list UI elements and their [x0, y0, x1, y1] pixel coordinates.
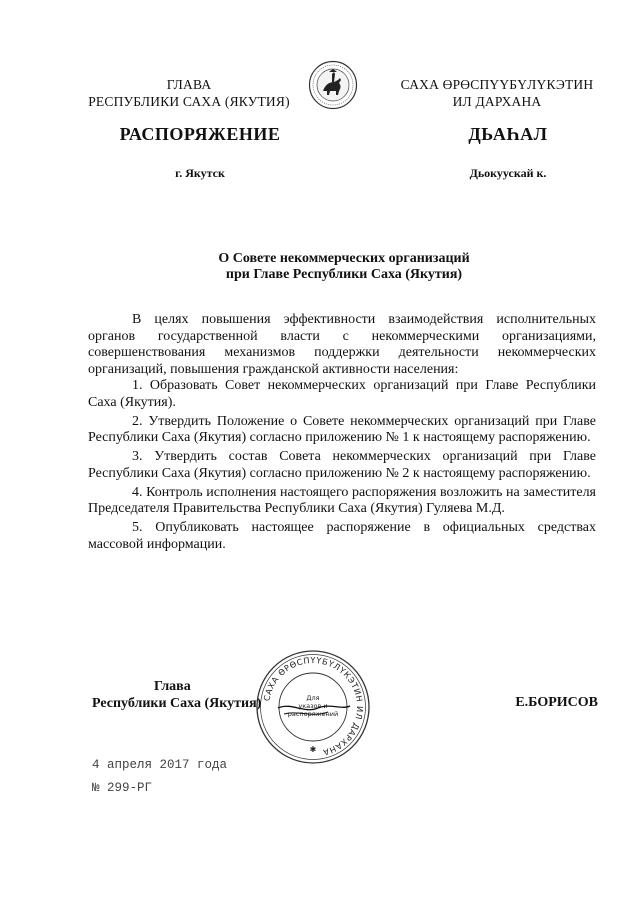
signatory-post [92, 678, 272, 712]
header-right-line2: ИЛ ДАРХАНА [452, 94, 542, 109]
header-left-line2: РЕСПУБЛИКИ САХА (ЯКУТИЯ) [88, 94, 290, 109]
intro-paragraph: В целях повышения эффективности взаимодействия исполнительных органов государственной власти с некоммерческими организациями, совершенствования механизмов поддержки деятельности некоммерческих организаций, повышения гражданской активности населения: [88, 312, 596, 377]
list-item: 4. Контроль исполнения настоящего распоряжения возложить на заместителя Председателя Правительства Республики Саха (Якутия) Гуляева М.Д. [88, 484, 596, 516]
doc-type-right: ДЬАҺАЛ [468, 124, 548, 144]
document-title [90, 251, 598, 283]
signatory-post-line2: Республики Саха (Якутия) [92, 696, 262, 711]
stamp-center-line3: распоряжений [287, 710, 339, 718]
stamp-center-line2: указов и [298, 702, 328, 710]
header-left-line1: ГЛАВА [166, 77, 212, 92]
document-body [88, 312, 596, 556]
header-right [392, 76, 602, 110]
list-item: 5. Опубликовать настоящее распоряжение в официальных средствах массовой информации. [88, 520, 596, 552]
stamp-center-line1: Для [306, 694, 320, 702]
list-item: 2. Утвердить Положение о Совете некоммерческих организаций при Главе Республики Саха (Якутия) согласно приложению № 1 к настоящему распоряжению. [88, 413, 596, 445]
coat-of-arms-icon [308, 60, 358, 110]
stamp-ring-text: САХА ӨРӨСПҮҮБҮЛҮКЭТИН ИЛ ДАРХАНА [261, 654, 366, 758]
city-left: г. Якутск [175, 166, 225, 180]
document-date: 4 апреля 2017 года [92, 758, 228, 772]
city-right: Дьокуускай к. [469, 166, 547, 180]
doc-type-left: РАСПОРЯЖЕНИЕ [119, 124, 281, 144]
list-item: 1. Образовать Совет некоммерческих организаций при Главе Республики Саха (Якутия). [88, 378, 596, 410]
header-left [84, 76, 294, 110]
list-item: 3. Утвердить состав Совета некоммерческих организаций при Главе Республики Саха (Якутия) согласно приложению № 2 к настоящему распоряжению. [88, 449, 596, 481]
title-line1: О Совете некоммерческих организаций [218, 251, 470, 266]
official-stamp-icon [254, 648, 372, 766]
signatory-name: Е.БОРИСОВ [515, 695, 598, 710]
title-line2: при Главе Республики Саха (Якутия) [225, 267, 463, 282]
header-right-line1: САХА ӨРӨСПҮҮБҮЛҮКЭТИН [400, 77, 594, 92]
document-number: № 299-РГ [92, 781, 153, 795]
signatory-post-line1: Глава [154, 679, 191, 694]
stamp-star-icon: ✱ [309, 745, 317, 754]
